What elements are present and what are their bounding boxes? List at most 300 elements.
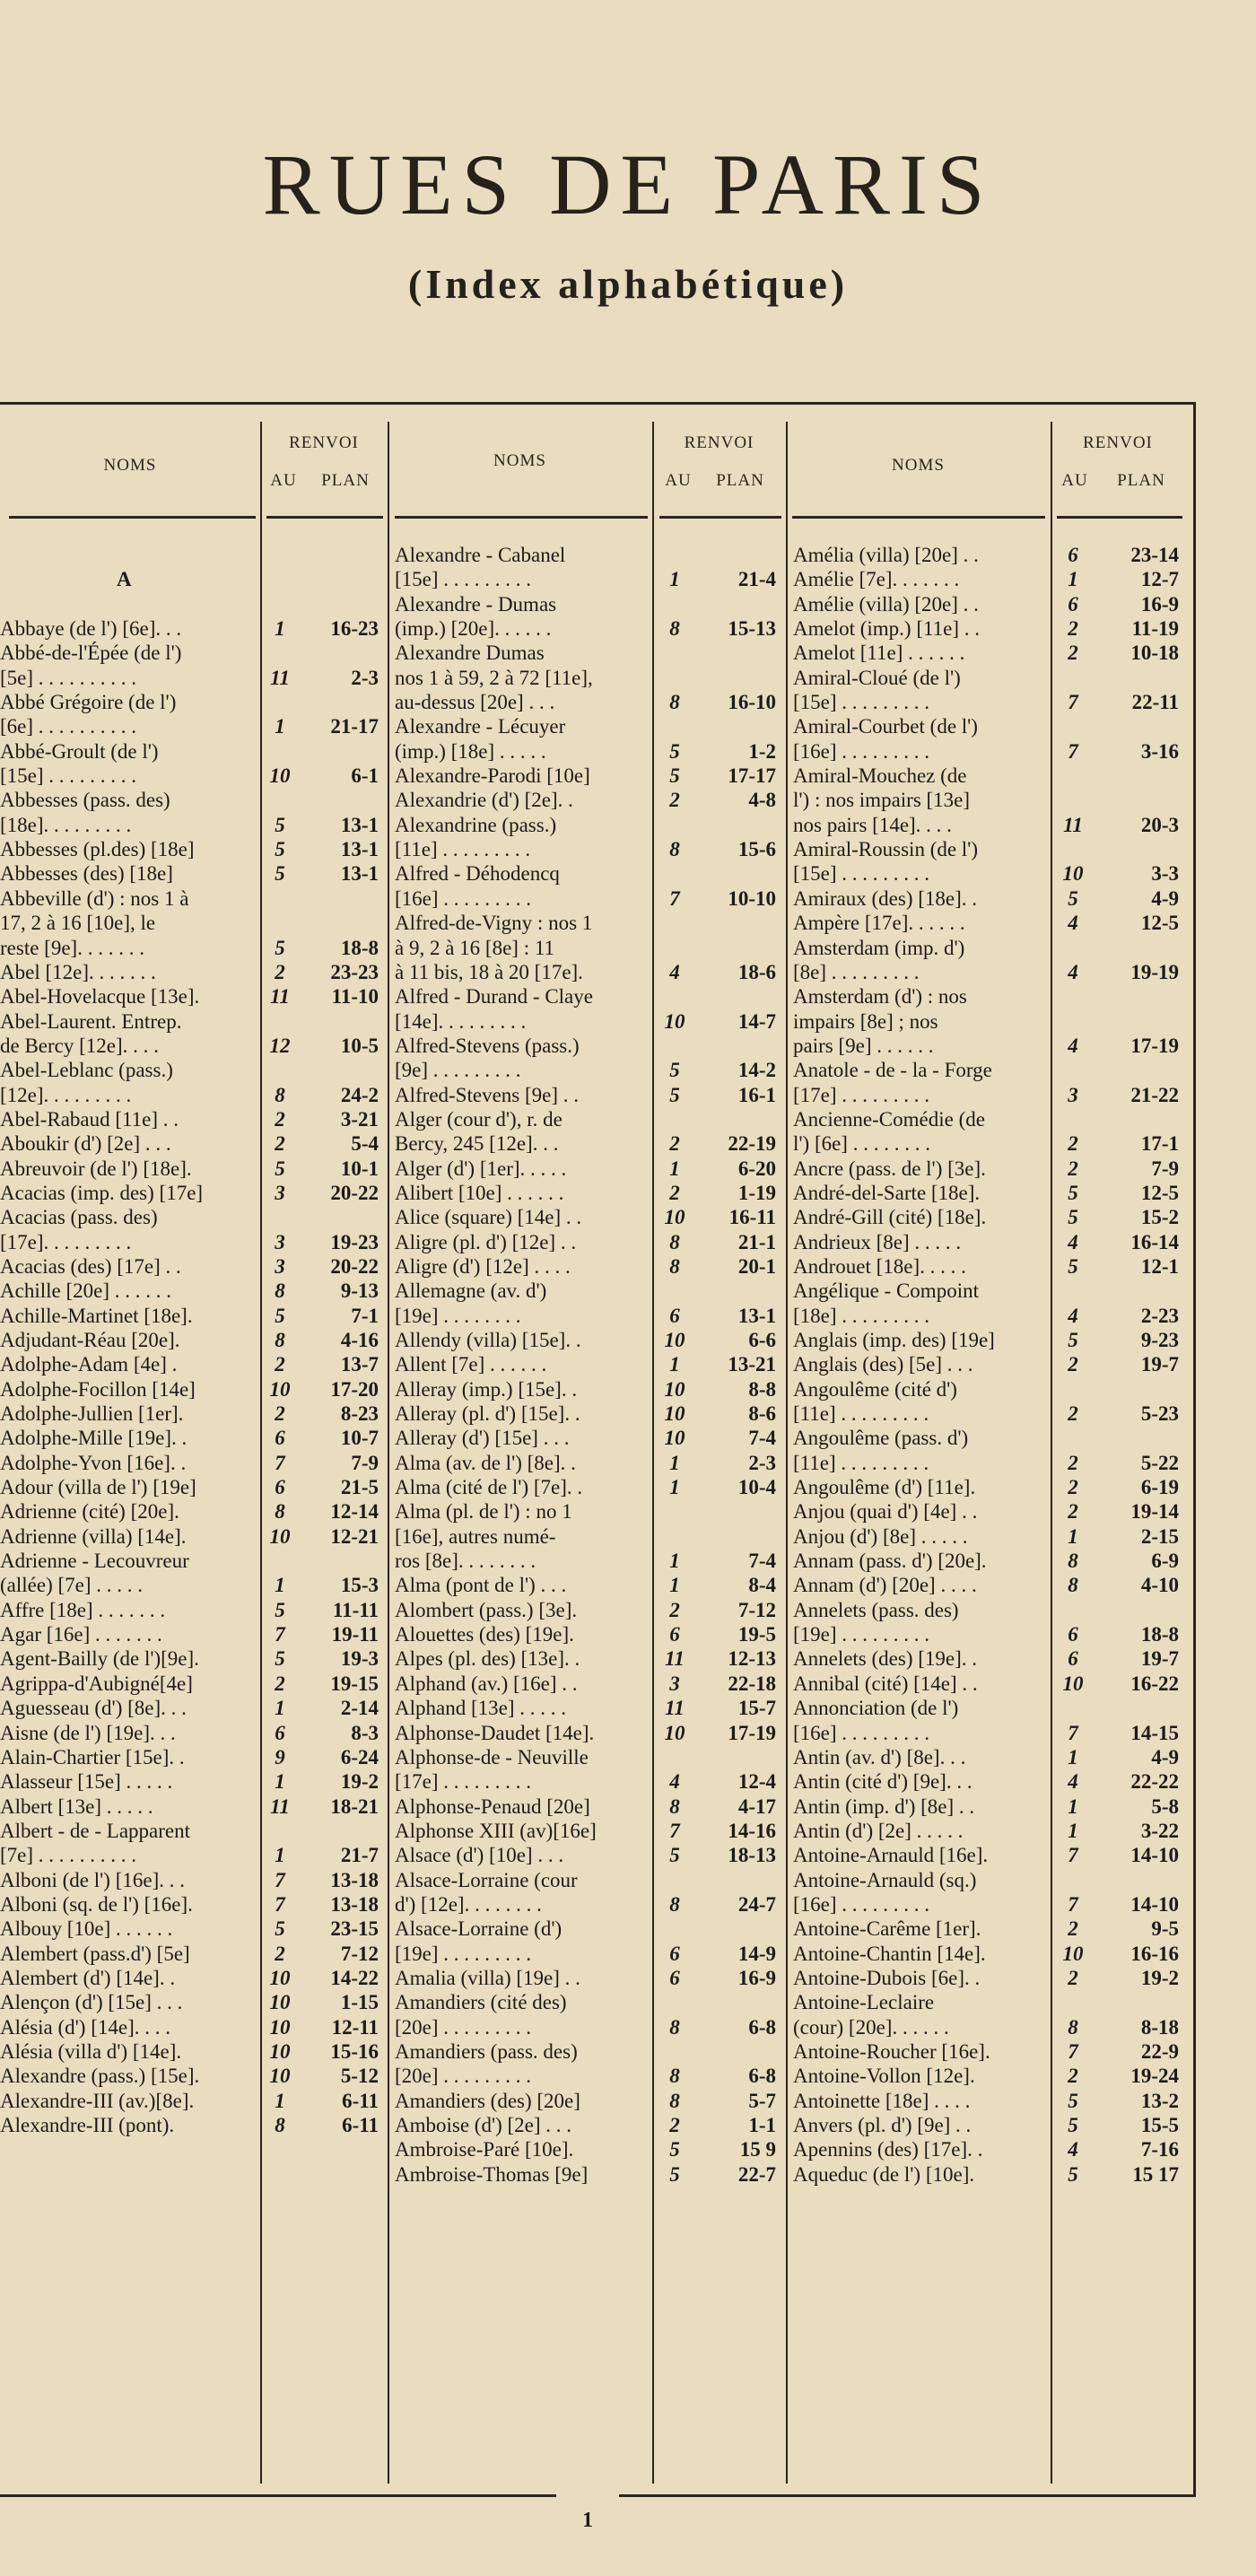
- index-entry: [793, 1009, 1181, 1034]
- renvoi-plan: 6-20: [737, 1157, 776, 1180]
- renvoi-plan: 4-9: [1151, 886, 1179, 910]
- street-name: Amandiers (pass. des): [395, 2039, 578, 2063]
- index-entry: [793, 1549, 1181, 1573]
- street-name: Aqueduc (de l') [10e].: [793, 2162, 975, 2186]
- index-entry: [793, 1868, 1181, 1892]
- index-entry: [395, 1549, 781, 1573]
- street-name: Alombert (pass.) [3e].: [395, 1598, 578, 1621]
- renvoi-plan: 14-15: [1130, 1721, 1179, 1744]
- renvoi-au: 1: [669, 568, 680, 591]
- index-entry: [0, 2064, 377, 2088]
- renvoi-plan: 7-16: [1140, 2138, 1179, 2161]
- renvoi-plan: 12-14: [330, 1500, 379, 1524]
- street-name: Annonciation (de l'): [793, 1697, 959, 1720]
- renvoi-plan: 22-9: [1140, 2039, 1179, 2063]
- index-entry: [793, 1058, 1181, 1082]
- street-name: de Bercy [12e]. . . .: [0, 1034, 159, 1057]
- street-name: Alma (av. de l') [8e]. .: [395, 1451, 576, 1474]
- renvoi-au: 1: [669, 1550, 680, 1573]
- renvoi-au: 1: [1068, 1794, 1078, 1818]
- header-rule: [266, 516, 383, 519]
- renvoi-au: 5: [275, 936, 285, 959]
- index-entry: [0, 714, 377, 738]
- index-entry: [395, 1328, 781, 1352]
- renvoi-au: 2: [669, 1598, 680, 1621]
- street-name: Affre [18e] . . . . . . .: [0, 1598, 166, 1621]
- street-name: 17, 2 à 16 [10e], le: [0, 912, 156, 935]
- renvoi-au: 10: [1062, 1672, 1084, 1695]
- index-entry: [0, 543, 377, 567]
- renvoi-plan: 18-8: [340, 936, 379, 959]
- renvoi-plan: 15-3: [340, 1574, 379, 1597]
- index-entry: [0, 1034, 377, 1058]
- street-name: Alma (cité de l') [7e]. .: [395, 1476, 583, 1499]
- index-entry: [395, 1304, 781, 1328]
- renvoi-au: 6: [669, 1966, 680, 1989]
- renvoi-au: 8: [275, 1083, 285, 1106]
- street-name: Albert [13e] . . . . .: [0, 1794, 153, 1818]
- street-name: [15e] . . . . . . . . .: [395, 568, 532, 591]
- index-entry: [793, 1083, 1181, 1107]
- street-name: Alleray (pl. d') [15e]. .: [395, 1402, 580, 1426]
- renvoi-au: 5: [669, 764, 680, 788]
- index-entry: [395, 1402, 781, 1426]
- renvoi-au: 2: [1068, 1353, 1078, 1376]
- street-name: nos 1 à 59, 2 à 72 [11e],: [395, 666, 593, 689]
- renvoi-au: 3: [1068, 1083, 1078, 1106]
- street-name: [16e], autres numé-: [395, 1524, 556, 1548]
- renvoi-au: 7: [1068, 1721, 1078, 1744]
- renvoi-plan: 21-5: [340, 1476, 379, 1499]
- renvoi-plan: 6-11: [342, 2114, 379, 2136]
- renvoi-au: 12: [269, 1034, 291, 1057]
- renvoi-plan: 19-7: [1140, 1353, 1179, 1376]
- index-entry: [793, 1622, 1181, 1646]
- street-name: Alembert (pass.d') [5e]: [0, 1942, 190, 1965]
- index-entry: [0, 1131, 377, 1156]
- renvoi-plan: 15-5: [1140, 2114, 1179, 2136]
- index-entry: [793, 1942, 1181, 1966]
- street-name: Alasseur [15e] . . . . .: [0, 1770, 173, 1794]
- renvoi-plan: 11-11: [332, 1598, 379, 1621]
- index-entry: [395, 886, 781, 911]
- street-name: [7e] . . . . . . . . . .: [0, 1844, 137, 1867]
- renvoi-au: 5: [1068, 2089, 1078, 2112]
- street-name: Anglais (des) [5e] . . .: [793, 1353, 973, 1376]
- street-name: Abbeville (d') : nos 1 à: [0, 886, 189, 910]
- street-name: Alfred-Stevens (pass.): [395, 1034, 580, 1057]
- renvoi-plan: 22-7: [737, 2162, 776, 2186]
- street-name: Annelets (pass. des): [793, 1598, 959, 1621]
- street-name: [5e] . . . . . . . . . .: [0, 666, 137, 689]
- renvoi-plan: 2-3: [351, 666, 379, 689]
- renvoi-au: 2: [1068, 2065, 1078, 2088]
- renvoi-au: 7: [275, 1892, 285, 1916]
- renvoi-au: 5: [669, 2162, 680, 2186]
- street-name: Ancre (pass. de l') [3e].: [793, 1157, 986, 1180]
- index-entry: [793, 1745, 1181, 1769]
- renvoi-au: 2: [1068, 1157, 1078, 1180]
- page-subtitle: (Index alphabétique): [407, 261, 849, 307]
- index-entry: [395, 1181, 781, 1205]
- renvoi-au: 2: [1068, 1476, 1078, 1499]
- renvoi-plan: 22-18: [728, 1672, 776, 1695]
- index-entry: [395, 1058, 781, 1082]
- section-letter: A: [117, 568, 132, 591]
- street-name: Abel-Laurent. Entrep.: [0, 1009, 182, 1033]
- renvoi-au: 5: [1068, 2162, 1078, 2186]
- street-name: Abbesses (pl.des) [18e]: [0, 838, 195, 861]
- street-name: [19e] . . . . . . . . .: [793, 1623, 930, 1646]
- street-name: Amelot [11e] . . . . . .: [793, 642, 965, 665]
- street-name: [15e] . . . . . . . . .: [793, 862, 930, 886]
- renvoi-au: 10: [664, 1329, 685, 1351]
- index-entry: [395, 1819, 781, 1843]
- renvoi-au: 1: [275, 715, 285, 738]
- street-name: Abel-Leblanc (pass.): [0, 1059, 173, 1082]
- renvoi-au: 1: [669, 1353, 680, 1376]
- index-entry: [0, 616, 377, 641]
- footer-rule: [0, 2494, 556, 2497]
- street-name: [20e] . . . . . . . . .: [395, 2015, 532, 2039]
- renvoi-plan: 15-2: [1140, 1206, 1179, 1229]
- street-name: Angélique - Compoint: [793, 1279, 979, 1303]
- street-name: Alsace-Lorraine (cour: [395, 1868, 578, 1891]
- street-name: Anglais (imp. des) [19e]: [793, 1329, 995, 1351]
- renvoi-plan: 20-3: [1140, 813, 1179, 836]
- renvoi-au: 5: [275, 813, 285, 836]
- index-entry: [0, 1672, 377, 1696]
- index-entry: [0, 837, 377, 861]
- index-entry: [793, 1819, 1181, 1843]
- index-entry: [395, 1843, 781, 1867]
- street-name: Alphand [13e] . . . . .: [395, 1697, 566, 1720]
- renvoi-plan: 15 17: [1132, 2162, 1179, 2186]
- street-name: Amandiers (des) [20e]: [395, 2089, 580, 2112]
- street-name: [19e] . . . . . . . . .: [395, 1942, 532, 1965]
- renvoi-au: 4: [1068, 1230, 1078, 1253]
- renvoi-plan: 16-9: [737, 1966, 776, 1989]
- renvoi-plan: 19-7: [1140, 1647, 1179, 1671]
- renvoi-plan: 19-14: [1130, 1500, 1179, 1524]
- index-entry: [0, 1402, 377, 1426]
- index-entry: [793, 2015, 1181, 2039]
- renvoi-au: 7: [669, 886, 680, 910]
- renvoi-au: 2: [669, 1181, 680, 1204]
- street-name: Antoine-Dubois [6e]. .: [793, 1966, 981, 1989]
- renvoi-au: 10: [664, 1427, 685, 1450]
- index-entry: [793, 1696, 1181, 1720]
- index-entry: [395, 1672, 781, 1696]
- street-name: Aboukir (d') [2e] . . .: [0, 1132, 171, 1156]
- page-title: RUES DE PARIS: [262, 136, 994, 232]
- renvoi-au: 2: [275, 1942, 285, 1965]
- street-name: Alexandre-III (av.)[8e].: [0, 2089, 195, 2112]
- street-name: Adolphe-Adam [4e] .: [0, 1353, 178, 1376]
- street-name: Annam (pass. d') [20e].: [793, 1550, 987, 1573]
- street-name: Amelot (imp.) [11e] . .: [793, 617, 981, 641]
- header-rule: [9, 516, 256, 519]
- street-name: Alfred - Durand - Claye: [395, 985, 593, 1009]
- renvoi-au: 5: [275, 862, 285, 886]
- renvoi-plan: 10-5: [340, 1034, 379, 1057]
- street-name: [14e]. . . . . . . . .: [395, 1009, 527, 1033]
- index-entry: [793, 1157, 1181, 1181]
- renvoi-au: 8: [669, 838, 680, 861]
- index-entry: [793, 1843, 1181, 1867]
- renvoi-au: 7: [1068, 691, 1078, 714]
- index-entry: [395, 1745, 781, 1769]
- street-name: Amandiers (cité des): [395, 1991, 567, 2014]
- renvoi-plan: 7-12: [340, 1942, 379, 1965]
- renvoi-au: 5: [275, 1157, 285, 1180]
- street-name: [8e] . . . . . . . . .: [793, 960, 920, 983]
- renvoi-au: 6: [669, 1942, 680, 1965]
- street-name: Amélia (villa) [20e] . .: [793, 544, 979, 566]
- renvoi-au: 3: [669, 1672, 680, 1695]
- renvoi-au: 10: [1062, 862, 1084, 886]
- renvoi-au: 1: [1068, 568, 1078, 591]
- renvoi-au: 1: [669, 1476, 680, 1499]
- index-entry: [395, 2039, 781, 2064]
- header-noms: NOMS: [493, 451, 546, 470]
- renvoi-plan: 16-14: [1130, 1230, 1179, 1253]
- renvoi-plan: 16-1: [737, 1083, 776, 1106]
- renvoi-au: 5: [669, 1844, 680, 1867]
- renvoi-plan: 12-5: [1140, 912, 1179, 935]
- renvoi-plan: 7-9: [1151, 1157, 1179, 1180]
- renvoi-plan: 19-11: [331, 1623, 379, 1646]
- renvoi-plan: 17-20: [330, 1377, 379, 1401]
- renvoi-au: 4: [1068, 1304, 1078, 1327]
- street-name: Antoine-Leclaire: [793, 1991, 935, 2014]
- renvoi-plan: 3-21: [340, 1107, 379, 1131]
- street-name: à 9, 2 à 16 [8e] : 11: [395, 936, 554, 959]
- renvoi-au: 10: [269, 1377, 291, 1401]
- renvoi-plan: 7-9: [351, 1451, 379, 1474]
- index-entry: [0, 1990, 377, 2014]
- renvoi-plan: 6-11: [342, 2089, 379, 2112]
- index-entry: [0, 2113, 377, 2137]
- renvoi-plan: 3-16: [1140, 739, 1179, 763]
- street-name: [16e] . . . . . . . . .: [793, 1721, 930, 1744]
- header-au: AU: [270, 471, 297, 490]
- street-name: Alexandre-Parodi [10e]: [395, 764, 590, 788]
- index-entry: [395, 788, 781, 812]
- street-name: Amsterdam (imp. d'): [793, 936, 965, 959]
- street-name: Antoine-Roucher [16e].: [793, 2039, 990, 2063]
- index-entry: [793, 714, 1181, 738]
- renvoi-plan: 10-7: [340, 1427, 379, 1450]
- index-entry: [395, 1622, 781, 1646]
- header-rule: [792, 516, 1045, 519]
- index-entry: [395, 1892, 781, 1917]
- renvoi-au: 1: [275, 1844, 285, 1867]
- index-entry: [0, 1499, 377, 1524]
- street-name: Abreuvoir (de l') [18e].: [0, 1157, 192, 1180]
- index-entry: [0, 2015, 377, 2039]
- renvoi-au: 8: [669, 2015, 680, 2039]
- renvoi-plan: 21-1: [737, 1230, 776, 1253]
- street-name: Amiral-Mouchez (de: [793, 764, 967, 788]
- index-entry: [0, 813, 377, 837]
- street-name: Alésia (villa d') [14e].: [0, 2039, 182, 2063]
- renvoi-au: 1: [1068, 1524, 1078, 1548]
- renvoi-au: 11: [270, 985, 290, 1009]
- header-au: AU: [1061, 471, 1088, 490]
- index-entry: [395, 1966, 781, 1990]
- renvoi-plan: 5-7: [748, 2089, 776, 2112]
- index-entry: [395, 764, 781, 788]
- street-name: Amsterdam (d') : nos: [793, 985, 967, 1009]
- street-name: Abel [12e]. . . . . . .: [0, 960, 156, 983]
- street-name: Alexandre - Cabanel: [395, 544, 566, 566]
- index-entry: [395, 813, 781, 837]
- index-entry: [793, 1646, 1181, 1671]
- index-entry: [0, 1107, 377, 1131]
- renvoi-plan: 23-23: [330, 960, 379, 983]
- street-name: Alençon (d') [15e] . . .: [0, 1991, 183, 2014]
- header-rule: [1057, 516, 1182, 519]
- street-name: Amiral-Courbet (de l'): [793, 715, 978, 738]
- renvoi-plan: 8-18: [1140, 2015, 1179, 2039]
- index-entry: [793, 1672, 1181, 1696]
- street-name: [16e] . . . . . . . . .: [395, 886, 532, 910]
- street-name: [6e] . . . . . . . . . .: [0, 715, 137, 738]
- street-name: Acacias (imp. des) [17e]: [0, 1181, 204, 1204]
- renvoi-plan: 6-1: [351, 764, 379, 788]
- renvoi-au: 10: [269, 1524, 291, 1548]
- street-name: Abbé-Groult (de l'): [0, 739, 159, 763]
- street-name: (imp.) [18e] . . . . .: [395, 739, 546, 763]
- renvoi-plan: 21-4: [737, 568, 776, 591]
- index-entry: [395, 1942, 781, 1966]
- street-name: Alphonse-Daudet [14e].: [395, 1721, 595, 1744]
- renvoi-plan: 16-9: [1140, 592, 1179, 616]
- renvoi-au: 6: [275, 1427, 285, 1450]
- index-entry: [395, 1254, 781, 1279]
- renvoi-au: 2: [275, 1132, 285, 1156]
- renvoi-plan: 16-23: [330, 617, 379, 641]
- renvoi-plan: 15-7: [737, 1697, 776, 1720]
- street-name: Abbé Grégoire (de l'): [0, 691, 177, 714]
- index-entry: [0, 1254, 377, 1279]
- renvoi-au: 2: [275, 1107, 285, 1131]
- renvoi-plan: 17-19: [728, 1721, 776, 1744]
- footer-rule: [619, 2494, 1193, 2497]
- renvoi-au: 11: [270, 666, 290, 689]
- index-entry: [793, 2162, 1181, 2187]
- renvoi-plan: 10-18: [1130, 642, 1179, 665]
- street-name: nos pairs [14e]. . . .: [793, 813, 952, 836]
- renvoi-au: 11: [270, 1794, 290, 1818]
- renvoi-plan: 15-16: [330, 2039, 379, 2063]
- street-name: Agent-Bailly (de l')[9e].: [0, 1647, 199, 1671]
- index-entry: [395, 2015, 781, 2039]
- renvoi-plan: 6-19: [1140, 1476, 1179, 1499]
- index-entry: [395, 960, 781, 984]
- renvoi-au: 11: [665, 1697, 685, 1720]
- header-renvoi: RENVOI: [1083, 433, 1153, 452]
- street-name: Alma (pont de l') . . .: [395, 1574, 567, 1597]
- renvoi-au: 2: [275, 1402, 285, 1426]
- renvoi-plan: 12-5: [1140, 1181, 1179, 1204]
- street-name: Alexandre Dumas: [395, 642, 545, 665]
- index-entry: [0, 764, 377, 788]
- index-entry: [0, 1352, 377, 1376]
- index-entry: [395, 616, 781, 641]
- index-entry: [395, 1426, 781, 1450]
- index-entry: [395, 1230, 781, 1254]
- index-entry: [0, 1745, 377, 1769]
- index-entry: [0, 1696, 377, 1720]
- street-name: Annam (d') [20e] . . . .: [793, 1574, 977, 1597]
- renvoi-au: 4: [1068, 1770, 1078, 1794]
- index-entry: [793, 1279, 1181, 1303]
- renvoi-au: 8: [275, 1279, 285, 1303]
- renvoi-au: 1: [669, 1451, 680, 1474]
- renvoi-plan: 5-12: [340, 2065, 379, 2088]
- index-entry: [0, 1769, 377, 1794]
- renvoi-plan: 15-6: [737, 838, 776, 861]
- index-entry: [395, 641, 781, 665]
- index-entry: [0, 861, 377, 886]
- street-name: [16e] . . . . . . . . .: [793, 739, 930, 763]
- street-name: Antin (cité d') [9e]. . .: [793, 1770, 973, 1794]
- renvoi-au: 2: [275, 1353, 285, 1376]
- renvoi-plan: 13-7: [340, 1353, 379, 1376]
- renvoi-plan: 8-6: [748, 1402, 776, 1426]
- street-name: [12e]. . . . . . . . .: [0, 1083, 132, 1106]
- street-name: Alexandrine (pass.): [395, 813, 557, 836]
- index-entry: [793, 543, 1181, 567]
- renvoi-au: 6: [1068, 1647, 1078, 1671]
- index-entry: [0, 1646, 377, 1671]
- renvoi-au: 8: [669, 691, 680, 714]
- renvoi-plan: 5-23: [1140, 1402, 1179, 1426]
- renvoi-au: 2: [669, 789, 680, 812]
- street-name: Annibal (cité) [14e] . .: [793, 1672, 978, 1695]
- renvoi-au: 1: [275, 1770, 285, 1794]
- renvoi-au: 6: [669, 1304, 680, 1327]
- index-entry: [0, 1721, 377, 1745]
- renvoi-plan: 19-24: [1130, 2065, 1179, 2088]
- index-entry: [793, 1598, 1181, 1622]
- index-entry: [793, 592, 1181, 616]
- index-entry: [395, 1646, 781, 1671]
- street-name: Androuet [18e]. . . . .: [793, 1254, 966, 1278]
- index-entry: [793, 1966, 1181, 1990]
- index-entry: [0, 2039, 377, 2064]
- street-name: Alice (square) [14e] . .: [395, 1206, 582, 1229]
- street-name: Alexandrie (d') [2e]. .: [395, 789, 573, 812]
- index-entry: [395, 837, 781, 861]
- renvoi-plan: 23-15: [330, 1917, 379, 1941]
- renvoi-plan: 20-1: [737, 1254, 776, 1278]
- index-entry: [395, 1131, 781, 1156]
- index-entry: [793, 1990, 1181, 2014]
- index-entry: [0, 1230, 377, 1254]
- index-entry: [793, 1304, 1181, 1328]
- index-entry: [793, 2137, 1181, 2161]
- index-entry: [793, 1892, 1181, 1917]
- index-column-1: [0, 543, 377, 2137]
- renvoi-au: 5: [275, 1598, 285, 1621]
- index-entry: [395, 2064, 781, 2088]
- street-name: Ampère [17e]. . . . . .: [793, 912, 965, 935]
- renvoi-au: 5: [669, 1083, 680, 1106]
- street-name: Albouy [10e] . . . . . .: [0, 1917, 173, 1941]
